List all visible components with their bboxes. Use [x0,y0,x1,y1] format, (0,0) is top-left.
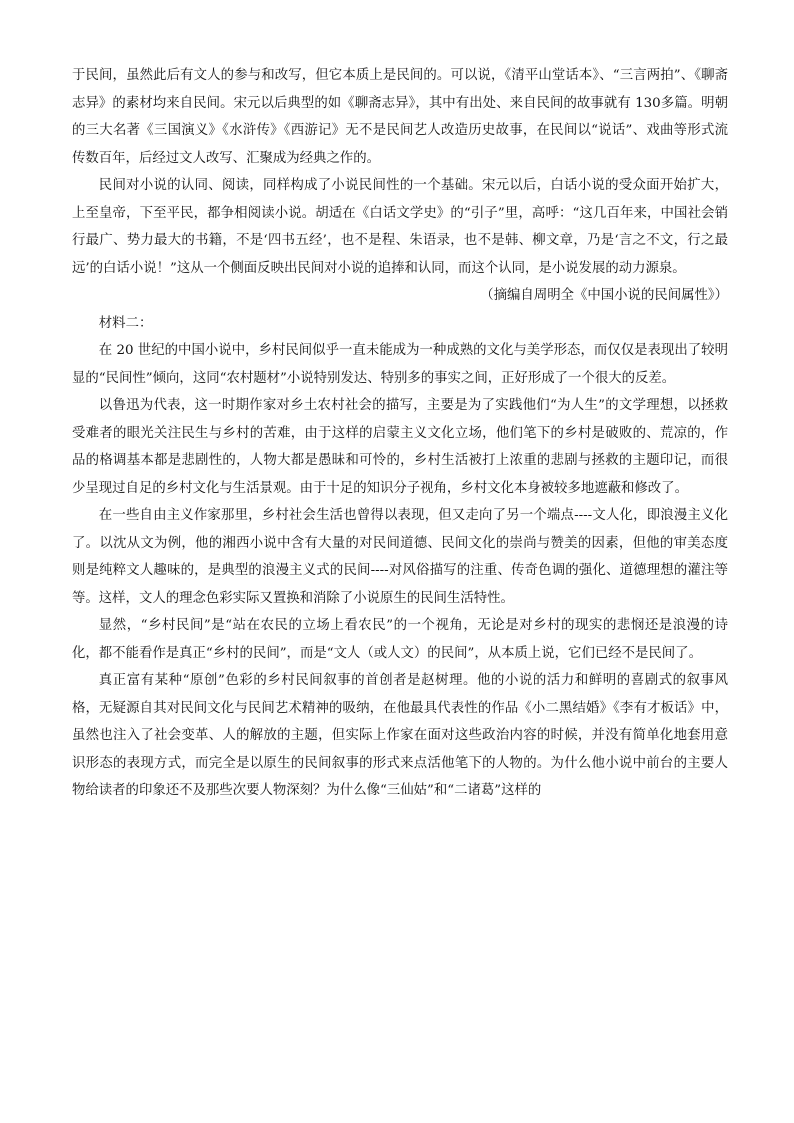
paragraph-1: 于民间，虽然此后有文人的参与和改写，但它本质上是民间的。可以说，《清平山堂话本》、“三言两拍”、《聊斋志异》的素材均来自民间。宋元以后典型的如《聊斋志异》，其中有出处、来自民间的故事就有 130多篇。明朝的三大名著《三国演义》《水浒传》《西游记》无不是民间艺人改造历史故事，在民间以“说话”、戏曲等形式流传数百年，后经过文人改写、汇聚成为经典之作的。 [72,68,728,166]
paragraph-6: 显然，“乡村民间”是“站在农民的立场上看农民”的一个视角，无论是对乡村的现实的悲悯还是浪漫的诗化，都不能看作是真正“乡村的民间”，而是“文人（或人文）的民间”，从本质上说，它们已经不是民间了。 [72,618,728,661]
paragraph-3: 在 20 世纪的中国小说中，乡村民间似乎一直未能成为一种成熟的文化与美学形态，而仅仅是表现出了较明显的“民间性”倾向，这同“农村题材”小说特别发达、特别多的事实之间，正好形成了一个很大的反差。 [72,343,728,386]
source-citation: （摘编自周明全《中国小说的民间属性》） [480,288,728,303]
paragraph-2: 民间对小说的认同、阅读，同样构成了小说民间性的一个基础。宋元以后，白话小说的受众面开始扩大，上至皇帝，下至平民，都争相阅读小说。胡适在《白话文学史》的“引子”里，高呼：“这几百年来，中国社会销行最广、势力最大的书籍，不是‘四书五经’，也不是程、朱语录，也不是韩、柳文章，乃是‘言之不文，行之最远’的白话小说！”这从一个侧面反映出民间对小说的追捧和认同，而这个认同，是小说发展的动力源泉。 [72,178,728,276]
paragraph-4: 以鲁迅为代表，这一时期作家对乡土农村社会的描写，主要是为了实践他们“为人生”的文学理想，以拯救受难者的眼光关注民生与乡村的苦难，由于这样的启蒙主义文化立场，他们笔下的乡村是破败的、荒凉的，作品的格调基本都是悲剧性的，人物大都是愚昧和可怜的，乡村生活被打上浓重的悲剧与拯救的主题印记，而很少呈现过自足的乡村文化与生活景观。由于十足的知识分子视角，乡村文化本身被较多地遮蔽和修改了。 [72,398,728,496]
paragraph-5: 在一些自由主义作家那里，乡村社会生活也曾得以表现，但又走向了另一个端点----文人化，即浪漫主义化了。以沈从文为例，他的湘西小说中含有大量的对民间道德、民间文化的崇尚与赞美的因素，但他的审美态度则是纯粹文人趣味的，是典型的浪漫主义式的民间----对风俗描写的注重、传奇色调的强化、道德理想的灌注等等。这样，文人的理念色彩实际又置换和消除了小说原生的民间生活特性。 [72,508,728,606]
paragraph-7: 真正富有某种“原创”色彩的乡村民间叙事的首创者是赵树理。他的小说的活力和鲜明的喜剧式的叙事风格，无疑源自其对民间文化与民间艺术精神的吸纳，在他最具代表性的作品《小二黑结婚》《李有才板话》中，虽然也注入了社会变革、人的解放的主题，但实际上作家在面对这些政治内容的时候，并没有简单化地套用意识形态的表现方式，而完全是以原生的民间叙事的形式来点活他笔下的人物的。为什么他小说中前台的主要人物给读者的印象还不及那些次要人物深刻？为什么像“三仙姑”和“二诸葛”这样的 [72,673,728,798]
section-label-material-2: 材料二： [98,315,153,331]
document-page [72,62,728,805]
